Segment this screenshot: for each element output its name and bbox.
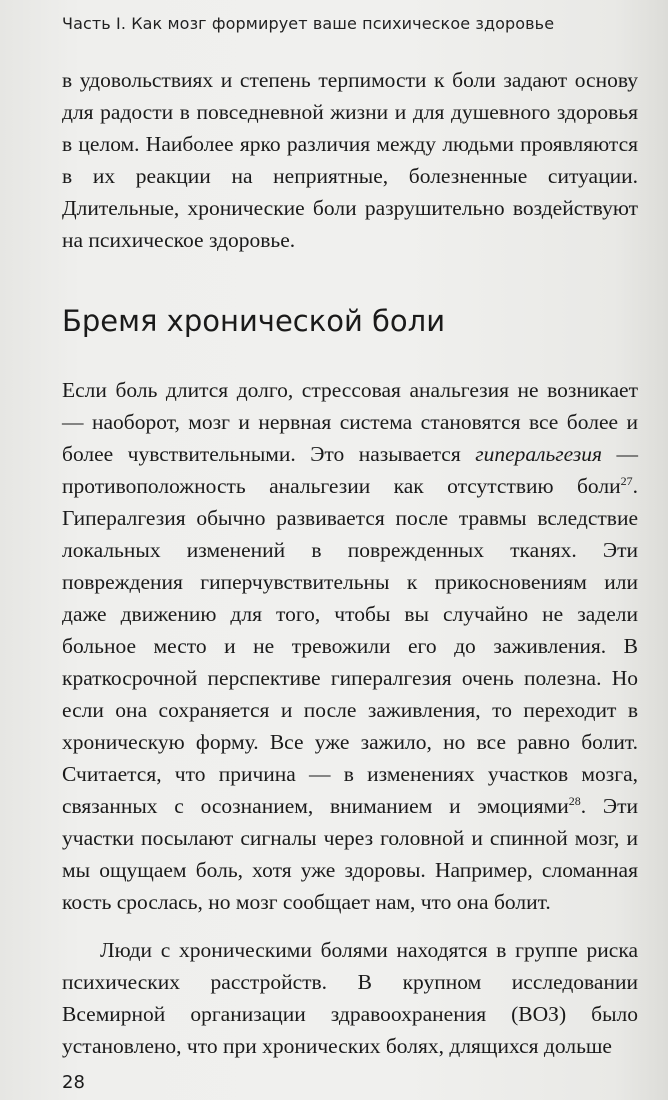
page-number: 28 [62, 1072, 85, 1093]
footnote-marker: 28 [568, 793, 581, 808]
text-run: . Эти участки посылают сигналы через головной и спинной мозг, и мы ощущаем боль, хотя уже здоровы. Например, сломанная кость срослась, но мозг сообщает нам, что она болит. [62, 794, 638, 914]
italic-term: гиперальгезия [475, 442, 603, 466]
section-heading: Бремя хронической боли [62, 304, 446, 338]
paragraph-hyperalgesia [62, 374, 638, 918]
text-run: — противоположность анальгезии как отсутствию боли [62, 442, 639, 498]
paragraph-text [62, 374, 638, 918]
paragraph-risk-group [62, 934, 638, 1062]
paragraph-text: Люди с хроническими болями находятся в группе риска психических расстройств. В крупном исследовании Всемирной организации здравоохранения (ВОЗ) было установлено, что при хронических болях, длящихся дольше [62, 938, 638, 1058]
text-run: Если боль длится долго, стрессовая анальгезия не возникает — наоборот, мозг и нервная система становятся все более и более чувствительными. Это называется [62, 378, 638, 466]
text-run: . Гипералгезия обычно развивается после травмы вследствие локальных изменений в поврежденных тканях. Эти повреждения гиперчувствительны к прикосновениям или даже движению для того, чтобы вы случайно не задели больное место и не тревожили его до заживления. В краткосрочной перспективе гипералгезия очень полезна. Но если она сохраняется и после заживления, то переходит в хроническую форму. Все уже зажило, но все равно болит. Считается, что причина — в изменениях участков мозга, связанных с осознанием, вниманием и эмоциями [62, 474, 638, 818]
running-head: Часть I. Как мозг формирует ваше психическое здоровье [62, 14, 555, 33]
paragraph-text: в удовольствиях и степень терпимости к боли задают основу для радости в повседневной жизни и для душевного здоровья в целом. Наиболее ярко различия между людьми проявляются в их реакции на неприятные, болезненные ситуации. Длительные, хронические боли разрушительно воздействуют на психическое здоровье. [62, 68, 638, 252]
paragraph-continuation [62, 64, 638, 256]
footnote-marker: 27 [620, 473, 633, 488]
